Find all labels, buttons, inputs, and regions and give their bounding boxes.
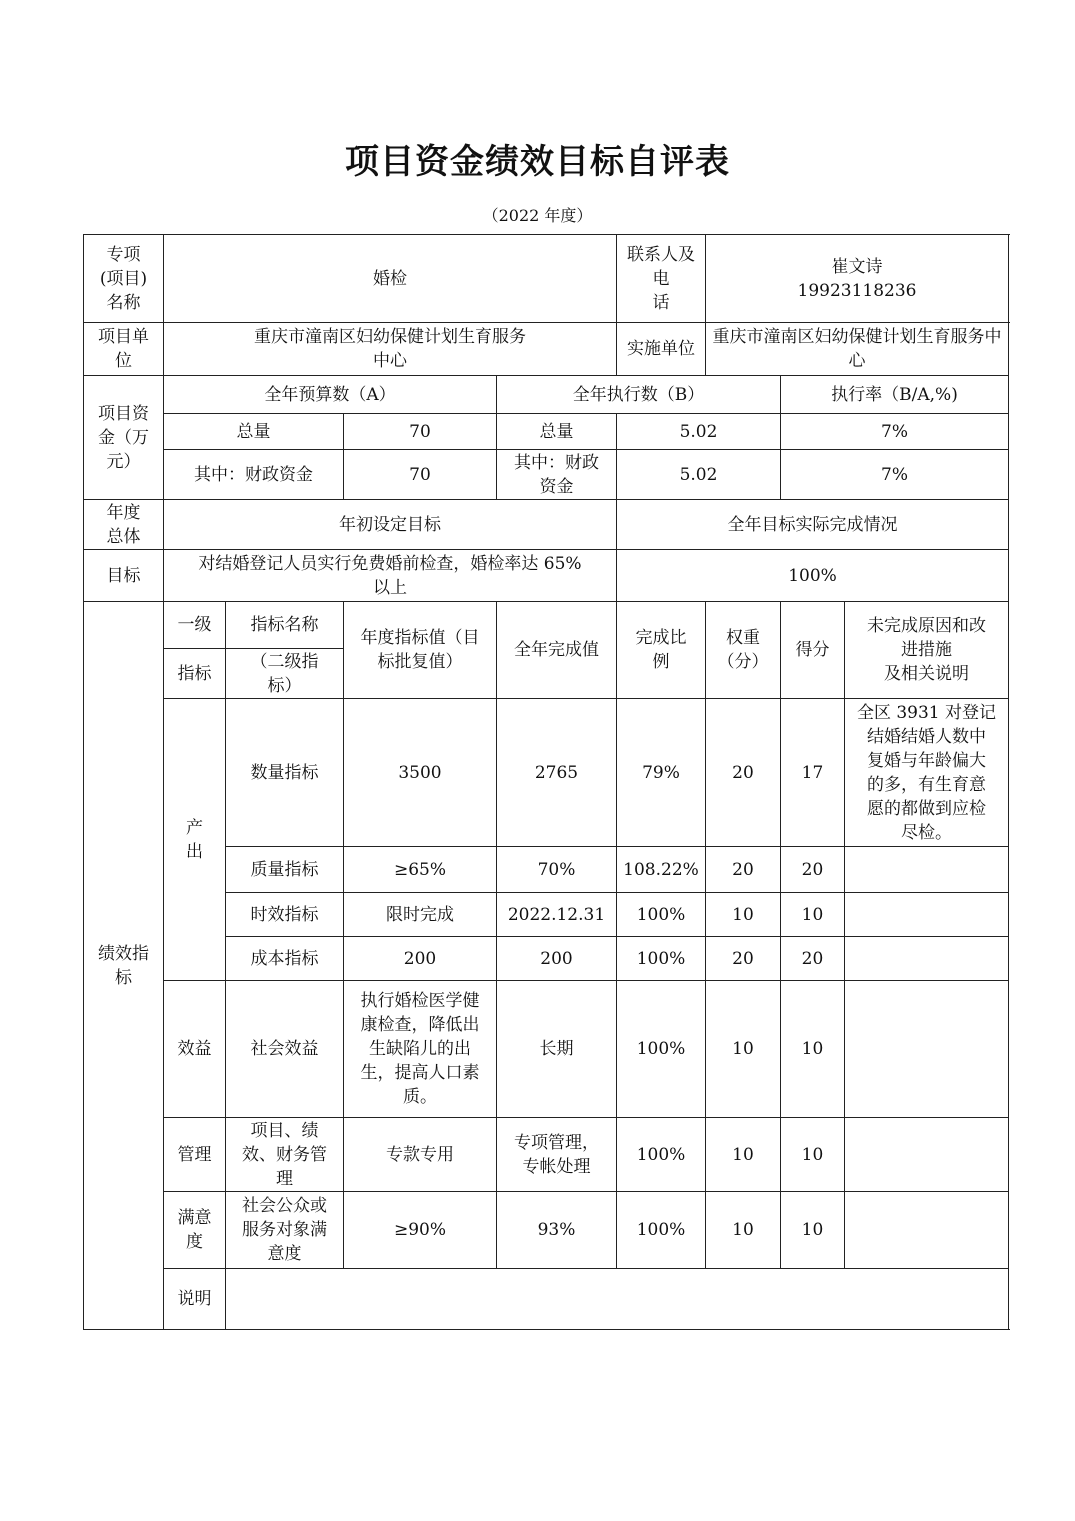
fiscal-label: 其中：财政资金 (164, 450, 344, 500)
indicator-target: ≥90% (344, 1192, 497, 1269)
benefit-category-label: 效益 (164, 981, 226, 1118)
fiscal-exec-label: 其中：财政 资金 (497, 450, 617, 500)
col-reason: 未完成原因和改 进措施 及相关说明 (845, 602, 1009, 699)
indicator-name: 时效指标 (226, 893, 344, 937)
rate-header: 执行率（B/A,%) (781, 376, 1009, 414)
indicator-target: 执行婚检医学健 康检查，降低出 生缺陷儿的出 生，提高人口素 质。 (344, 981, 497, 1118)
indicator-reason (845, 981, 1009, 1118)
fiscal-exec: 5.02 (617, 450, 781, 500)
indicator-name: 项目、绩 效、财务管 理 (226, 1118, 344, 1192)
fiscal-rate: 7% (781, 450, 1009, 500)
indicator-name: 质量指标 (226, 847, 344, 893)
initial-goal-header: 年初设定目标 (164, 500, 617, 550)
indicator-weight: 20 (706, 937, 781, 981)
total-label: 总量 (164, 414, 344, 450)
col-target: 年度指标值（目 标批复值） (344, 602, 497, 699)
col-weight: 权重 （分） (706, 602, 781, 699)
indicator-reason: 全区 3931 对登记 结婚结婚人数中 复婚与年龄偏大 的多，有生育意 愿的都做到应检 尽检。 (845, 699, 1009, 847)
target-label: 目标 (84, 550, 164, 602)
indicator-target: 3500 (344, 699, 497, 847)
indicator-score: 20 (781, 937, 845, 981)
note-label: 说明 (164, 1269, 226, 1330)
indicator-weight: 10 (706, 981, 781, 1118)
contact-phone: 19923118236 (797, 280, 917, 301)
indicator-name: 成本指标 (226, 937, 344, 981)
note-value (226, 1269, 1009, 1330)
manage-category-label: 管理 (164, 1118, 226, 1192)
col-ratio: 完成比 例 (617, 602, 706, 699)
indicator-ratio: 100% (617, 1192, 706, 1269)
total-budget: 70 (344, 414, 497, 450)
indicator-name: 数量指标 (226, 699, 344, 847)
indicator-name: 社会公众或 服务对象满 意度 (226, 1192, 344, 1269)
budget-header: 全年预算数（A） (164, 376, 497, 414)
indicator-ratio: 100% (617, 981, 706, 1118)
indicator-weight: 10 (706, 893, 781, 937)
indicator-reason (845, 847, 1009, 893)
indicator-score: 10 (781, 893, 845, 937)
indicator-actual: 长期 (497, 981, 617, 1118)
exec-header: 全年执行数（B） (497, 376, 781, 414)
indicators-section-label: 绩效指 标 (84, 602, 164, 1330)
indicator-target: ≥65% (344, 847, 497, 893)
col-name-bottom: （二级指 标） (226, 649, 344, 699)
table-row (84, 699, 1009, 847)
total-exec: 5.02 (617, 414, 781, 450)
indicator-ratio: 100% (617, 1118, 706, 1192)
indicator-target: 专款专用 (344, 1118, 497, 1192)
indicator-ratio: 108.22% (617, 847, 706, 893)
year-label: （2022 年度） (482, 206, 593, 225)
indicator-score: 10 (781, 981, 845, 1118)
impl-unit-label: 实施单位 (617, 323, 706, 376)
indicator-weight: 20 (706, 699, 781, 847)
indicator-weight: 20 (706, 847, 781, 893)
indicator-actual: 200 (497, 937, 617, 981)
indicator-actual: 2765 (497, 699, 617, 847)
indicator-score: 10 (781, 1192, 845, 1269)
unit-label: 项目单 位 (84, 323, 164, 376)
table-row (84, 1118, 1009, 1192)
initial-goal-text: 对结婚登记人员实行免费婚前检查，婚检率达 65% 以上 (164, 550, 617, 602)
self-evaluation-table (83, 234, 1009, 1330)
col-level1-bottom: 指标 (164, 649, 226, 699)
contact-value (706, 235, 1009, 323)
indicator-actual: 93% (497, 1192, 617, 1269)
indicator-reason (845, 937, 1009, 981)
contact-name: 崔文诗 (831, 256, 883, 277)
actual-goal-text: 100% (617, 550, 1009, 602)
indicator-actual: 2022.12.31 (497, 893, 617, 937)
page-title: 项目资金绩效目标自评表 (345, 142, 730, 182)
indicator-score: 10 (781, 1118, 845, 1192)
indicator-score: 20 (781, 847, 845, 893)
project-name-label: 专项 (项目) 名称 (84, 235, 164, 323)
overall-goal-label: 年度 总体 (84, 500, 164, 550)
indicator-weight: 10 (706, 1118, 781, 1192)
satisfy-category-label: 满意 度 (164, 1192, 226, 1269)
indicator-ratio: 100% (617, 893, 706, 937)
indicator-actual: 专项管理， 专帐处理 (497, 1118, 617, 1192)
project-name-value: 婚检 (164, 235, 617, 323)
indicator-reason (845, 1118, 1009, 1192)
indicator-ratio: 79% (617, 699, 706, 847)
indicator-target: 200 (344, 937, 497, 981)
actual-goal-header: 全年目标实际完成情况 (617, 500, 1009, 550)
impl-unit-value: 重庆市潼南区妇幼保健计划生育服务中心 (706, 323, 1009, 376)
indicator-weight: 10 (706, 1192, 781, 1269)
indicator-reason (845, 893, 1009, 937)
indicator-ratio: 100% (617, 937, 706, 981)
indicator-reason (845, 1192, 1009, 1269)
col-actual: 全年完成值 (497, 602, 617, 699)
output-category-label: 产 出 (164, 699, 226, 981)
total-exec-label: 总量 (497, 414, 617, 450)
indicator-name: 社会效益 (226, 981, 344, 1118)
funds-label: 项目资 金（万 元） (84, 376, 164, 500)
unit-value: 重庆市潼南区妇幼保健计划生育服务 中心 (164, 323, 617, 376)
table-row (84, 1192, 1009, 1269)
contact-label: 联系人及电 话 (617, 235, 706, 323)
indicator-actual: 70% (497, 847, 617, 893)
fiscal-budget: 70 (344, 450, 497, 500)
table-row (84, 981, 1009, 1118)
indicator-target: 限时完成 (344, 893, 497, 937)
col-name-top: 指标名称 (226, 602, 344, 649)
total-rate: 7% (781, 414, 1009, 450)
col-score: 得分 (781, 602, 845, 699)
col-level1-top: 一级 (164, 602, 226, 649)
indicator-score: 17 (781, 699, 845, 847)
